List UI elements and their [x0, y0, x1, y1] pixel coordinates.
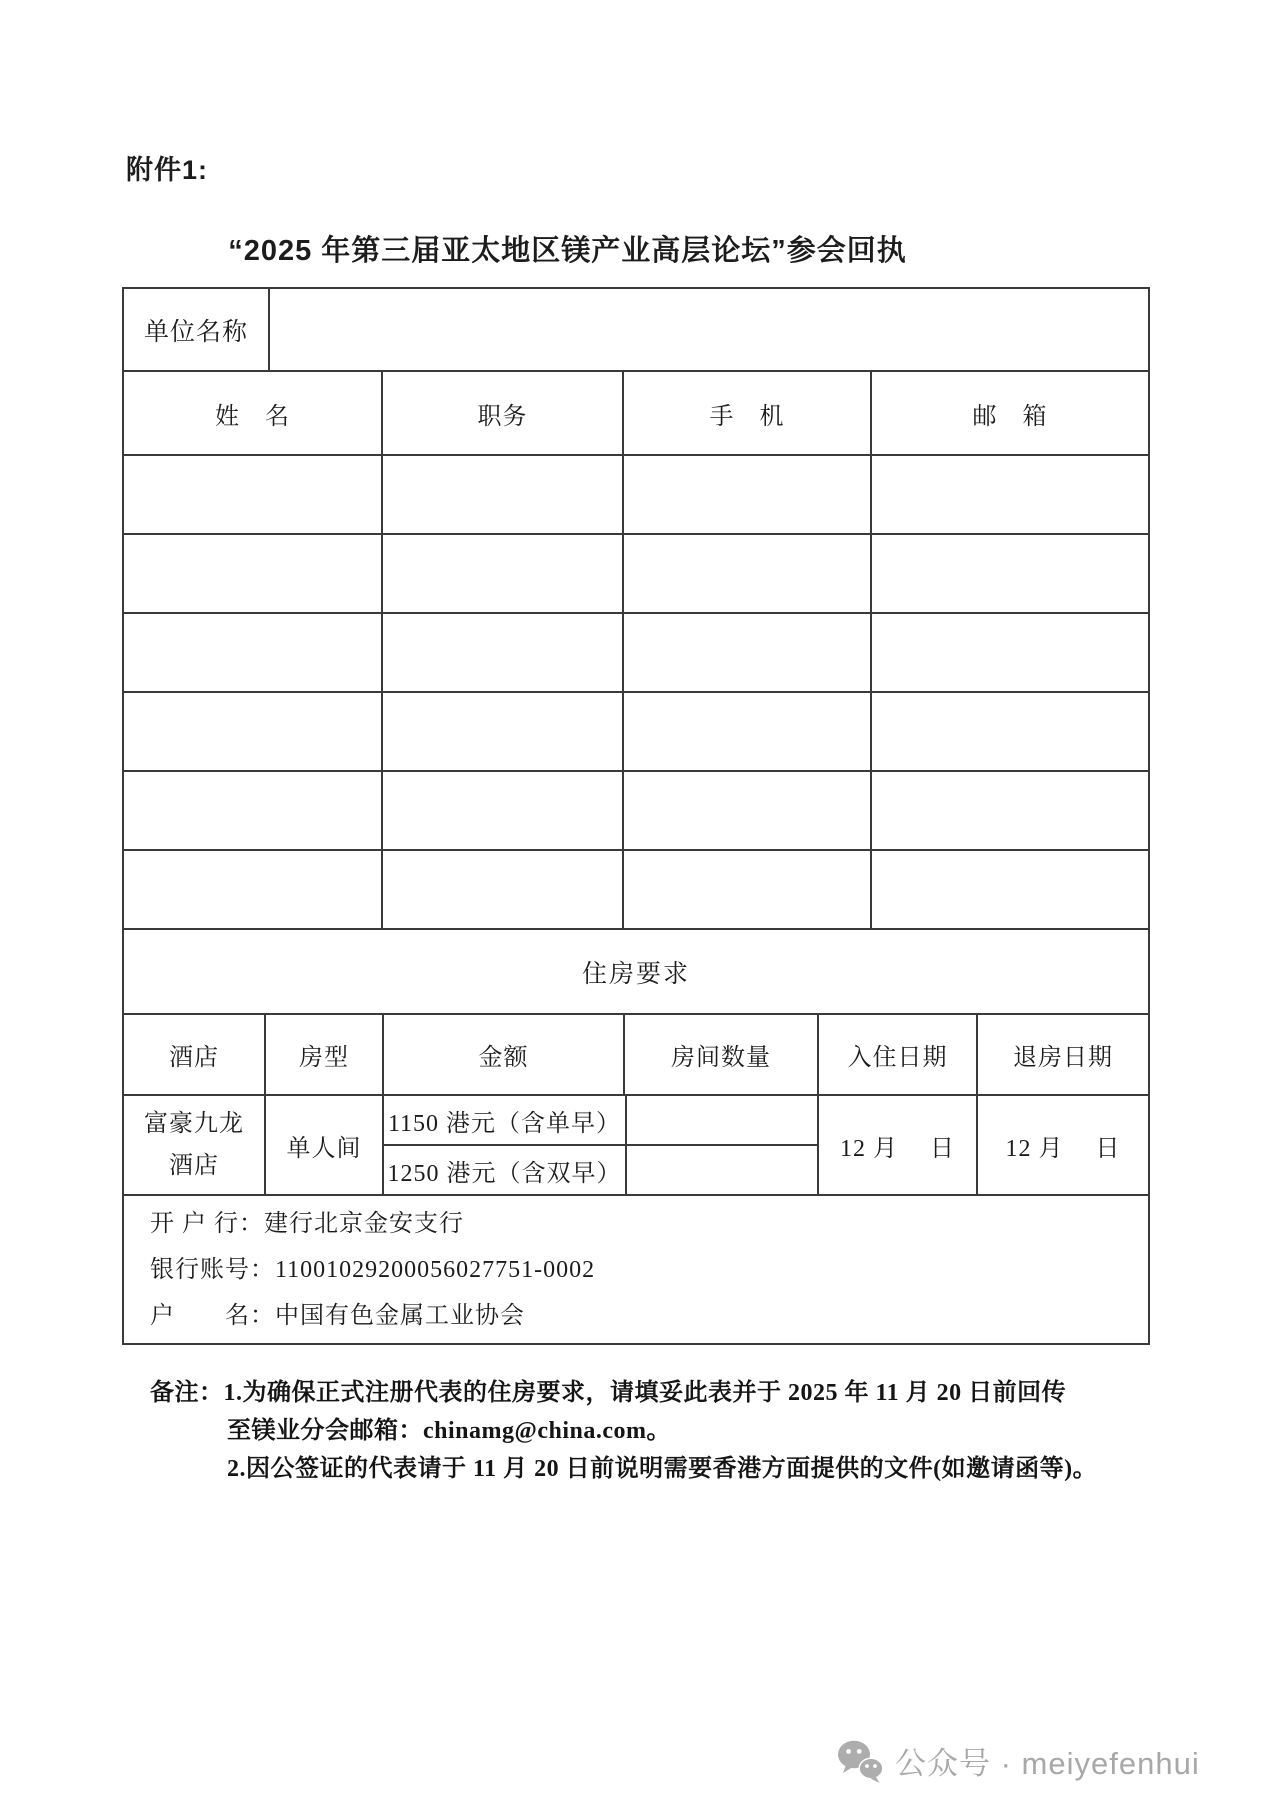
- housing-section-row: [124, 928, 1148, 1013]
- empty-position-cell: [381, 456, 622, 533]
- header-position: 职务: [381, 372, 622, 454]
- empty-mobile-cell: [622, 693, 870, 770]
- header-email: 邮 箱: [870, 372, 1148, 454]
- attachment-label: 附件1:: [126, 155, 209, 185]
- price-option2-cell: 1250 港元（含双早）: [387, 1160, 622, 1187]
- hotel-name-line2: 酒店: [169, 1153, 219, 1179]
- price-row-single-breakfast: [384, 1096, 817, 1146]
- unit-name-row: [124, 289, 1148, 370]
- room-type-cell: 单人间: [264, 1096, 382, 1194]
- empty-position-cell: [381, 614, 622, 691]
- room-count1-cell: [625, 1096, 817, 1144]
- wechat-account-text: 公众号 · meiyefenhui: [895, 1746, 1200, 1781]
- empty-mobile-cell: [622, 535, 870, 612]
- empty-email-cell: [870, 772, 1148, 849]
- empty-mobile-cell: [622, 851, 870, 928]
- empty-name-cell: [124, 772, 381, 849]
- empty-position-cell: [381, 851, 622, 928]
- empty-name-cell: [124, 693, 381, 770]
- price-row-double-breakfast: [384, 1146, 817, 1194]
- housing-section-title: 住房要求: [581, 960, 690, 988]
- remark-line-1: 备注：1.为确保正式注册代表的住房要求，请填妥此表并于 2025 年 11 月 20 日前回传: [150, 1380, 1067, 1406]
- empty-mobile-cell: [622, 456, 870, 533]
- empty-name-cell: [124, 535, 381, 612]
- attendee-empty-row: [124, 612, 1148, 691]
- checkout-date-cell: 12 月 日: [976, 1096, 1148, 1194]
- empty-name-cell: [124, 456, 381, 533]
- empty-position-cell: [381, 535, 622, 612]
- attendee-empty-row: [124, 533, 1148, 612]
- remarks-block: [150, 1374, 1160, 1488]
- empty-position-cell: [381, 772, 622, 849]
- hotel-header-row: [124, 1013, 1148, 1094]
- header-room-count: 房间数量: [623, 1015, 817, 1094]
- empty-email-cell: [870, 456, 1148, 533]
- empty-email-cell: [870, 851, 1148, 928]
- header-room-type: 房型: [264, 1015, 382, 1094]
- bank-info-row: [124, 1194, 1148, 1343]
- header-mobile: 手 机: [622, 372, 870, 454]
- header-amount: 金额: [382, 1015, 623, 1094]
- header-name: 姓 名: [215, 403, 290, 430]
- unit-name-value-cell: [268, 289, 1148, 370]
- bank-account-line: 银行账号：11001029200056027751-0002: [150, 1256, 596, 1283]
- bank-holder-line: 户 名：中国有色金属工业协会: [150, 1302, 525, 1329]
- unit-name-label: 单位名称: [143, 318, 248, 346]
- empty-name-cell: [124, 851, 381, 928]
- price-and-count-cells: [382, 1096, 817, 1194]
- attendee-header-row: [124, 370, 1148, 454]
- hotel-name-cell: [124, 1096, 264, 1194]
- empty-mobile-cell: [622, 614, 870, 691]
- empty-mobile-cell: [622, 772, 870, 849]
- empty-email-cell: [870, 535, 1148, 612]
- wechat-logo-icon: [836, 1739, 884, 1783]
- checkin-date-cell: 12 月 日: [817, 1096, 976, 1194]
- bank-info-cell: [124, 1196, 1148, 1343]
- room-count2-cell: [625, 1146, 817, 1194]
- empty-email-cell: [870, 693, 1148, 770]
- attendee-empty-row: [124, 849, 1148, 928]
- header-checkin-date: 入住日期: [817, 1015, 976, 1094]
- price-option1-cell: 1150 港元（含单早）: [387, 1110, 622, 1137]
- attendee-empty-row: [124, 454, 1148, 533]
- wechat-footer: [836, 1738, 1200, 1783]
- registration-form-table: [122, 287, 1150, 1345]
- empty-position-cell: [381, 693, 622, 770]
- bank-branch-line: 开 户 行：建行北京金安支行: [150, 1210, 464, 1237]
- hotel-name-line1: 富豪九龙: [144, 1111, 244, 1137]
- document-title: “2025 年第三届亚太地区镁产业高层论坛”参会回执: [228, 235, 907, 267]
- empty-email-cell: [870, 614, 1148, 691]
- empty-name-cell: [124, 614, 381, 691]
- attendee-empty-row: [124, 691, 1148, 770]
- attendee-empty-row: [124, 770, 1148, 849]
- header-hotel: 酒店: [169, 1045, 219, 1071]
- remark-line-3: 2.因公签证的代表请于 11 月 20 日前说明需要香港方面提供的文件(如邀请函等)。: [227, 1456, 1098, 1482]
- remark-line-2: 至镁业分会邮箱：chinamg@china.com。: [227, 1418, 671, 1444]
- hotel-data-row: [124, 1094, 1148, 1194]
- header-checkout-date: 退房日期: [976, 1015, 1148, 1094]
